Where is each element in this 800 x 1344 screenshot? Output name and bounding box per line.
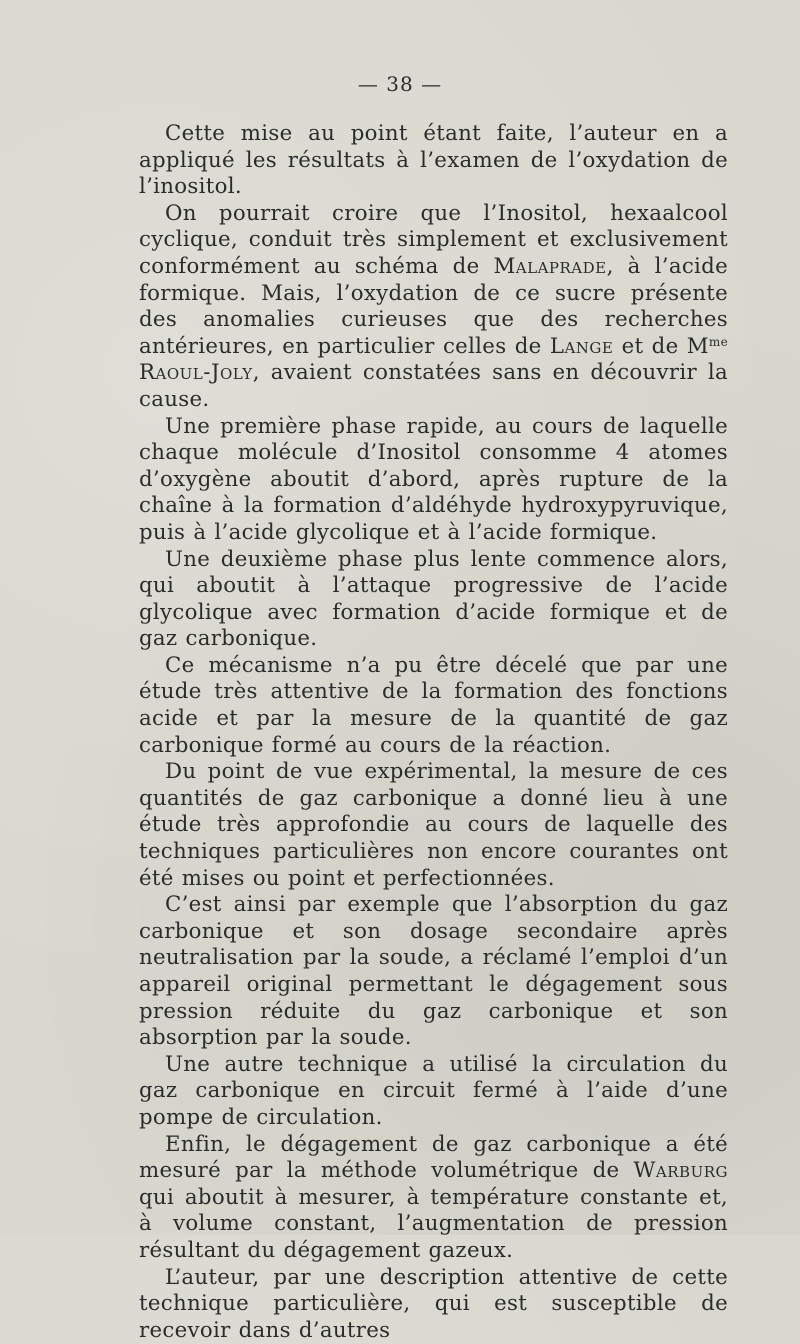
- paragraph-8: [139, 1052, 728, 1132]
- paragraph-text: Une autre technique a utilisé la circulation du gaz carbonique en circuit fermé à l’aide d’une pompe de circulation.: [139, 1051, 728, 1130]
- paragraph-7: [139, 892, 728, 1052]
- author-name-raoul-joly: Raoul-Joly: [139, 360, 253, 386]
- paragraph-1: [139, 121, 728, 201]
- paragraph-text: Du point de vue expérimental, la mesure de ces quantités de gaz carbonique a donné lieu à une étude très approfondie au cours de laquelle des techniques particulières non encore courantes ont été mises ou point et perfectionnées.: [139, 759, 728, 891]
- paragraph-5: [139, 653, 728, 759]
- paragraph-text: Ce mécanisme n’a pu être décelé que par une étude très attentive de la formation des fonctions acide et par la mesure de la quantité de gaz carbonique formé au cours de la réaction.: [139, 652, 728, 758]
- title-superscript: me: [708, 334, 728, 349]
- paragraph-text: Enfin, le dégagement de gaz carbonique a été mesuré par la méthode volumétrique de: [139, 1131, 728, 1184]
- paragraph-text: qui aboutit à mesurer, à température constante et, à volume constant, l’augmentation de pression résultant du dégagement gazeux.: [139, 1184, 728, 1263]
- paragraph-text: On pourrait croire que l’Inositol, hexaalcool cyclique, conduit très simplement et exclusivement conformément au schéma de: [139, 200, 728, 279]
- paragraph-3: [139, 414, 728, 547]
- page-number: — 38 —: [357, 72, 443, 96]
- author-name-malaprade: Malaprade: [493, 253, 607, 279]
- paragraph-text: Une première phase rapide, au cours de laquelle chaque molécule d’Inositol consomme 4 atomes d’oxygène aboutit d’abord, après rupture de la chaîne à la formation d’aldéhyde hydroxypyruvique, puis à l’acide glycolique et à l’acide formique.: [139, 413, 728, 545]
- paragraph-text: C’est ainsi par exemple que l’absorption du gaz carbonique et son dosage secondaire après neutralisation par la soude, a réclamé l’emploi d’un appareil original permettant le dégagement sous pression réduite du gaz carbonique et son absorption par la soude.: [139, 892, 728, 1051]
- paragraph-text: , à l’acide formique. Mais, l’oxydation de ce sucre présente des anomalies curieuses que des recherches antérieures, en particulier celles de: [139, 253, 728, 359]
- paragraph-6: [139, 759, 728, 892]
- paragraph-2: [139, 201, 728, 414]
- paragraph-text: et de M: [613, 333, 709, 359]
- paragraph-text: L’auteur, par une description attentive de cette technique particulière, qui est susceptible de recevoir dans d’autres: [139, 1264, 728, 1343]
- author-name-lange: Lange: [549, 333, 614, 359]
- author-name-warburg: Warburg: [633, 1158, 728, 1184]
- body-text: [139, 121, 728, 1344]
- paragraph-10: [139, 1265, 728, 1344]
- paragraph-text: Une deuxième phase plus lente commence alors, qui aboutit à l’attaque progressive de l’acide glycolique avec formation d’acide formique et de gaz carbonique.: [139, 546, 728, 652]
- paragraph-text: Cette mise au point étant faite, l’auteur en a appliqué les résultats à l’examen de l’oxydation de l’inositol.: [139, 121, 728, 200]
- paragraph-9: [139, 1132, 728, 1265]
- paragraph-4: [139, 547, 728, 653]
- paragraph-text: , avaient constatées sans en découvrir la cause.: [139, 360, 728, 412]
